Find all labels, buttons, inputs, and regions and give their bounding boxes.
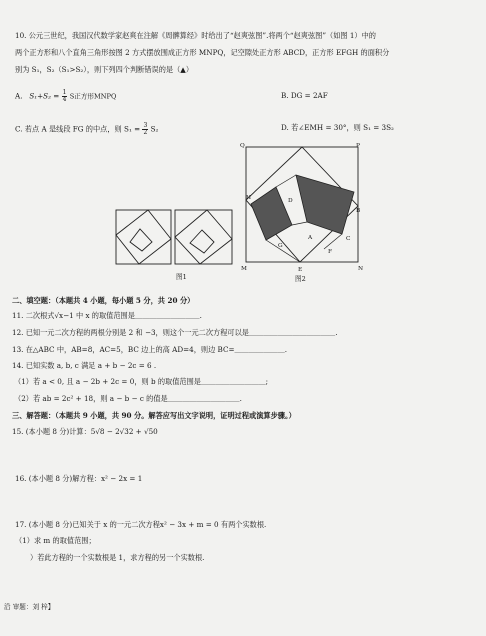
option-a-expr: S₁+S₂ = [29, 91, 60, 101]
point-n-label: N [358, 266, 364, 272]
section-3-heading: 三、解答题：（本题共 9 小题，共 90 分。解答应写出文字说明，证明过程或演算步骤。） [12, 411, 296, 420]
point-h-label: H [246, 195, 252, 201]
point-c-label: C [346, 236, 351, 242]
q10-option-c [15, 123, 158, 136]
point-q-label: Q [240, 143, 245, 149]
q10-line1: 10. 公元三世纪，我国汉代数学家赵爽在注解《周髀算经》时给出了“赵爽弦图”.将两个“赵爽弦图”（如图 1）中的 [15, 31, 376, 40]
option-c-fraction [142, 123, 148, 136]
q10-line3: 别为 S₁，S₂（S₁>S₂），则下列四个判断错误的是（▲） [15, 65, 194, 74]
point-p-label: P [356, 143, 360, 149]
option-a-tail: S正方形MNPQ [69, 92, 117, 101]
option-c-num: 3 [143, 122, 148, 129]
figure-2-label: 图2 [295, 275, 306, 283]
q11: 11. 二次根式√x−1 中 x 的取值范围是＿＿＿＿＿＿＿＿＿. [12, 311, 202, 320]
section-2-heading: 二、填空题：（本题共 4 小题，每小题 5 分，共 20 分） [12, 296, 195, 305]
q10-option-d: D. 若∠EMH = 30°，则 S₁ = 3S₂ [281, 123, 394, 132]
q15: 15. (本小题 8 分)计算：5√8 − 2√32 + √50 [12, 427, 158, 436]
point-m-label: M [241, 266, 247, 272]
option-a-num: 1 [62, 89, 67, 96]
point-g-label: G [278, 243, 283, 249]
q14: 14. 已知实数 a, b, c 满足 a + b − 2c = 6 . [12, 361, 157, 370]
q10-option-b: B. DG = 2AF [281, 91, 328, 100]
option-a-den: 4 [62, 96, 67, 103]
option-c-tail: S₂ [150, 124, 159, 134]
figure-1-label: 图1 [176, 273, 187, 281]
point-b-label: B [356, 208, 361, 214]
point-a-label: A [308, 235, 313, 241]
option-c-pre: C. 若点 A 是线段 FG 的中点，则 S₁ = [15, 124, 141, 134]
q12: 12. 已知一元二次方程的两根分别是 2 和 −3，则这个一元二次方程可以是＿＿＿＿＿＿＿＿＿＿＿＿. [12, 328, 338, 337]
option-a-fraction [62, 90, 68, 103]
q16: 16. (本小题 8 分)解方程：x² − 2x = 1 [15, 474, 143, 483]
point-f-label: F [328, 249, 333, 255]
q14-part-1: （1）若 a < 0, 且 a − 2b + 2c = 0，则 b 的取值范围是＿＿＿＿＿＿＿＿＿; [14, 377, 269, 386]
figure-1 [110, 205, 240, 265]
footer-note: 沿 审题：刘 梓】 [4, 603, 55, 611]
option-a-label: A. [15, 91, 23, 101]
figure-2 [236, 140, 366, 275]
q17: 17. (本小题 8 分)已知关于 x 的一元二次方程x² − 3x + m = 0 有两个实数根. [15, 520, 267, 529]
q13: 13. 在△ABC 中，AB=8，AC=5，BC 边上的高 AD=4，则边 BC=＿＿＿＿＿＿＿. [12, 345, 288, 354]
q17-part-1: （1）求 m 的取值范围； [15, 536, 96, 545]
option-c-den: 2 [143, 129, 148, 136]
point-e-label: E [298, 267, 303, 273]
point-d-label: D [288, 198, 293, 204]
q17-part-2: ）若此方程的一个实数根是 1，求方程的另一个实数根. [30, 553, 205, 562]
q10-line2: 两个正方形和八个直角三角形按图 2 方式摆放围成正方形 MNPQ，记空隙处正方形 ABCD，正方形 EFGH 的面积分 [15, 48, 390, 57]
q10-option-a [15, 90, 116, 103]
q14-part-2: （2）若 ab = 2c² + 18，则 a − b − c 的值是＿＿＿＿＿＿＿＿＿＿. [14, 394, 242, 403]
